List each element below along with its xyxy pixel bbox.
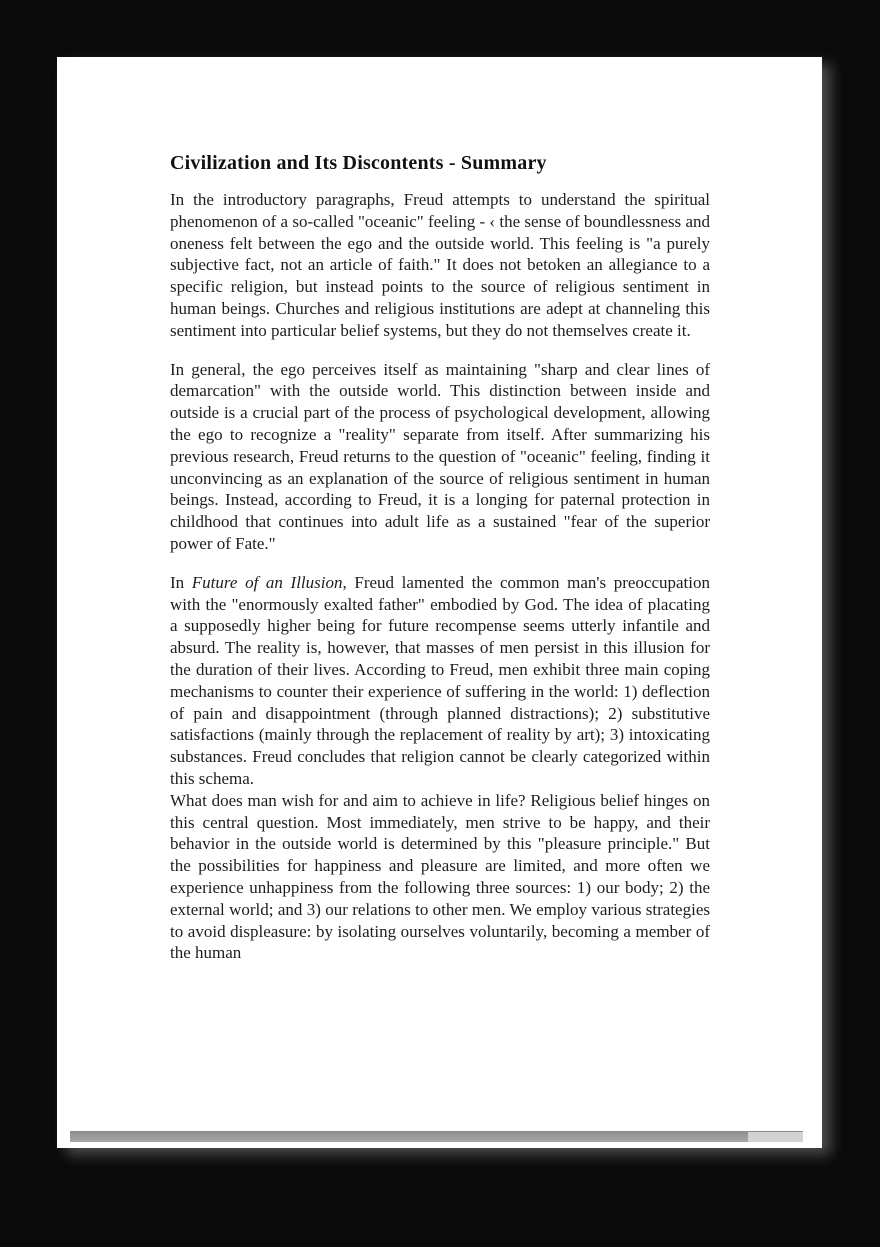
horizontal-scrollbar-handle[interactable]	[70, 1132, 748, 1142]
document-title: Civilization and Its Discontents - Summary	[170, 152, 547, 174]
book-title-italic: Future of an Illusion	[191, 572, 343, 592]
page-content	[57, 57, 822, 981]
paragraph-future-of-illusion	[170, 572, 710, 790]
horizontal-scrollbar-track[interactable]	[70, 1131, 803, 1142]
document-page	[57, 57, 822, 1148]
paragraph-text-rest: , Freud lamented the common man's preoccupation with the "enormously exalted father" embodied by God. The idea of placating a supposedly higher being for future recompense seems utterly infantile and absurd. The reality is, however, that masses of men persist in this illusion for the duration of their lives. According to Freud, men exhibit three main coping mechanisms to counter their experience of suffering in the world: 1) deflection of pain and disappointment (through planned distractions); 2) substitutive satisfactions (mainly through the replacement of reality by art); 3) intoxicating substances. Freud concludes that religion cannot be clearly categorized within this schema.	[170, 572, 710, 788]
paragraph-pleasure-principle: What does man wish for and aim to achieve in life? Religious belief hinges on this central question. Most immediately, men strive to be happy, and their behavior in the outside world is determined by this "pleasure principle." But the possibilities for happiness and pleasure are limited, and more often we experience unhappiness from the following three sources: 1) our body; 2) the external world; and 3) our relations to other men. We employ various strategies to avoid displeasure: by isolating ourselves voluntarily, becoming a member of the human	[170, 790, 710, 963]
paragraph-text-pre: In	[170, 572, 192, 592]
paragraph-oceanic-feeling: In the introductory paragraphs, Freud attempts to understand the spiritual phenomenon of a so-called "oceanic" feeling - ‹ the sense of boundlessness and oneness felt between the ego and the outside world. This feeling is "a purely subjective fact, not an article of faith." It does not betoken an allegiance to a specific religion, but instead points to the source of religious sentiment in human beings. Churches and religious institutions are adept at channeling this sentiment into particular belief systems, but they do not themselves create it.	[170, 190, 710, 340]
paragraph-ego-demarcation: In general, the ego perceives itself as maintaining "sharp and clear lines of demarcation" with the outside world. This distinction between inside and outside is a crucial part of the process of psychological development, allowing the ego to recognize a "reality" separate from itself. After summarizing his previous research, Freud returns to the question of "oceanic" feeling, finding it unconvincing as an explanation of the source of religious sentiment in human beings. Instead, according to Freud, it is a longing for paternal protection in childhood that continues into adult life as a sustained "fear of the superior power of Fate."	[170, 359, 710, 553]
